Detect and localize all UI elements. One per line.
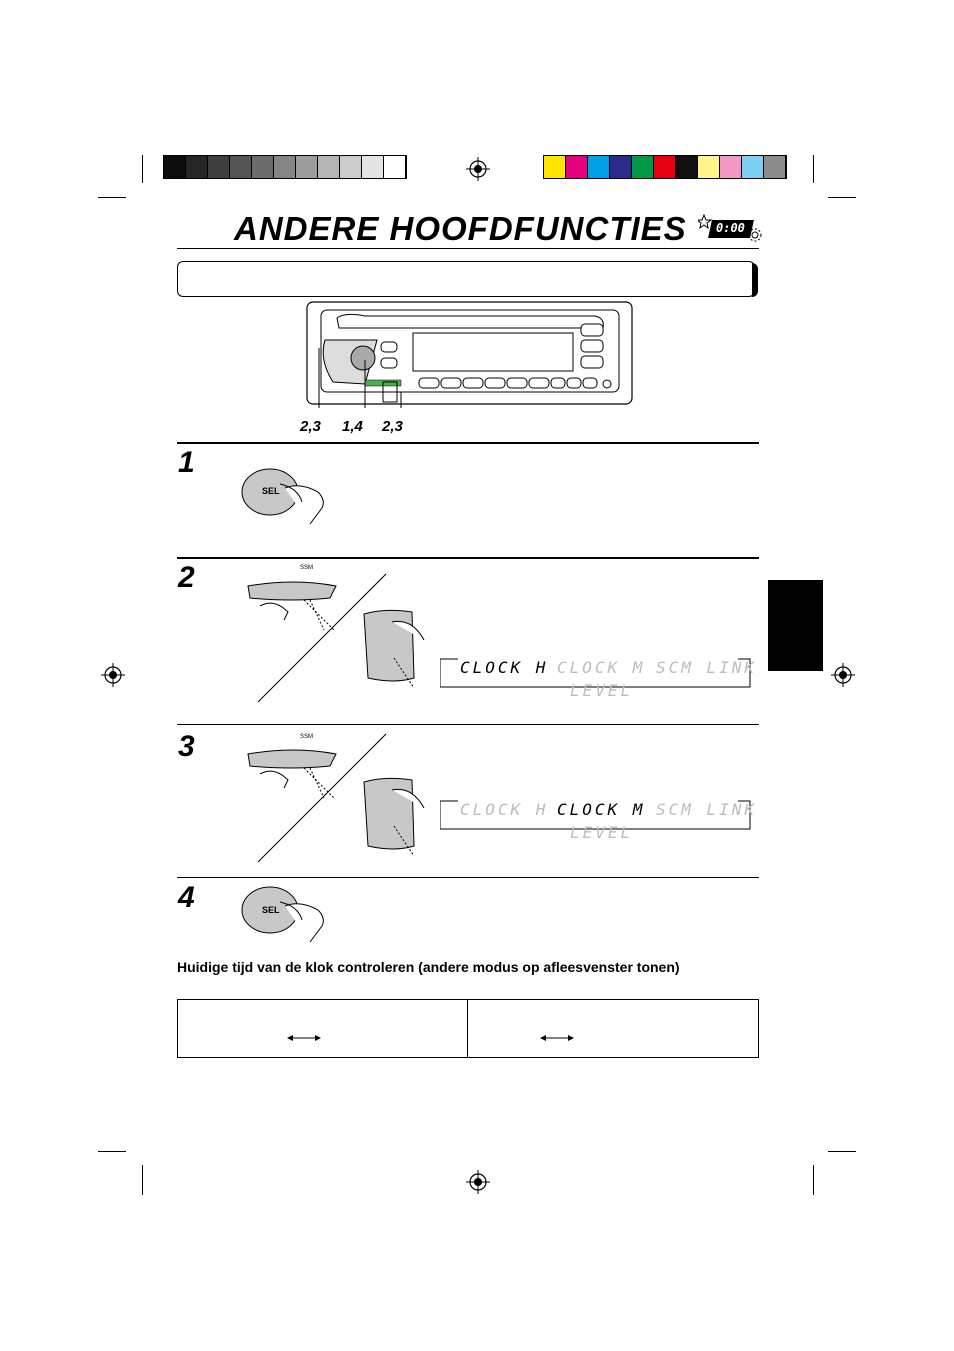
color-swatch <box>720 156 742 178</box>
step-rule <box>177 557 759 559</box>
callout-label: 2,3 <box>300 418 321 435</box>
color-swatch <box>610 156 632 178</box>
color-swatch <box>318 156 340 178</box>
crop-mark <box>828 1151 856 1152</box>
color-swatch <box>544 156 566 178</box>
subheading: Huidige tijd van de klok controleren (andere modus op afleesvenster tonen) <box>177 959 680 975</box>
registration-mark-icon <box>466 1170 490 1194</box>
language-tab <box>768 580 823 671</box>
title-rule <box>177 248 759 249</box>
color-swatch <box>588 156 610 178</box>
color-swatch <box>362 156 384 178</box>
color-swatch <box>566 156 588 178</box>
color-swatch <box>764 156 786 178</box>
clock-badge: 0:00 <box>700 218 750 240</box>
gear-icon <box>748 228 762 242</box>
color-swatch <box>340 156 362 178</box>
display-item-clock-h: CLOCK H <box>460 658 549 677</box>
display-item-level: LEVEL <box>570 823 634 842</box>
color-swatch <box>186 156 208 178</box>
callout-label: 2,3 <box>382 418 403 435</box>
step-rule <box>177 877 759 878</box>
color-swatch <box>230 156 252 178</box>
car-stereo-illustration <box>305 300 635 408</box>
display-item-clock-h: CLOCK H <box>460 800 549 819</box>
registration-mark-icon <box>466 157 490 181</box>
crop-mark <box>142 155 143 183</box>
step-number: 4 <box>178 881 195 914</box>
sel-button-illustration <box>240 884 330 944</box>
step-rule <box>177 724 759 725</box>
display-item-level: LEVEL <box>570 681 634 700</box>
step-number: 1 <box>178 446 195 479</box>
color-swatch <box>632 156 654 178</box>
color-swatch <box>742 156 764 178</box>
callout-label: 1,4 <box>342 418 363 435</box>
gray-calibration-bar <box>163 155 407 179</box>
sel-button-illustration <box>240 466 330 526</box>
mode-table <box>177 999 759 1058</box>
color-swatch <box>698 156 720 178</box>
registration-mark-icon <box>101 663 125 687</box>
crop-mark <box>828 197 856 198</box>
step-number: 3 <box>178 730 195 763</box>
color-swatch <box>654 156 676 178</box>
step-rule <box>177 442 759 444</box>
sel-label: SEL <box>262 905 280 915</box>
section-header-box <box>177 261 755 297</box>
ssm-label: SSM <box>300 734 314 740</box>
display-item-clock-m: CLOCK M <box>557 800 646 819</box>
color-swatch <box>384 156 406 178</box>
ssm-label: SSM <box>300 565 314 571</box>
registration-mark-icon <box>831 663 855 687</box>
color-swatch <box>252 156 274 178</box>
color-swatch <box>296 156 318 178</box>
step-number: 2 <box>178 561 195 594</box>
display-item-scm-link: SCM LINK <box>656 658 758 677</box>
crop-mark <box>813 1165 814 1195</box>
double-arrow-icon <box>287 1032 321 1044</box>
crop-mark <box>813 155 814 183</box>
tuner-buttons-illustration <box>244 730 434 866</box>
color-calibration-bar <box>543 155 787 179</box>
color-swatch <box>164 156 186 178</box>
display-item-scm-link: SCM LINK <box>656 800 758 819</box>
color-swatch <box>274 156 296 178</box>
tuner-buttons-illustration <box>244 562 434 706</box>
color-swatch <box>208 156 230 178</box>
color-swatch <box>676 156 698 178</box>
crop-mark <box>98 197 126 198</box>
page-title: ANDERE HOOFDFUNCTIES <box>234 210 687 247</box>
double-arrow-icon <box>540 1032 574 1044</box>
display-item-clock-m: CLOCK M <box>557 658 646 677</box>
sel-label: SEL <box>262 486 280 496</box>
crop-mark <box>98 1151 126 1152</box>
crop-mark <box>142 1165 143 1195</box>
